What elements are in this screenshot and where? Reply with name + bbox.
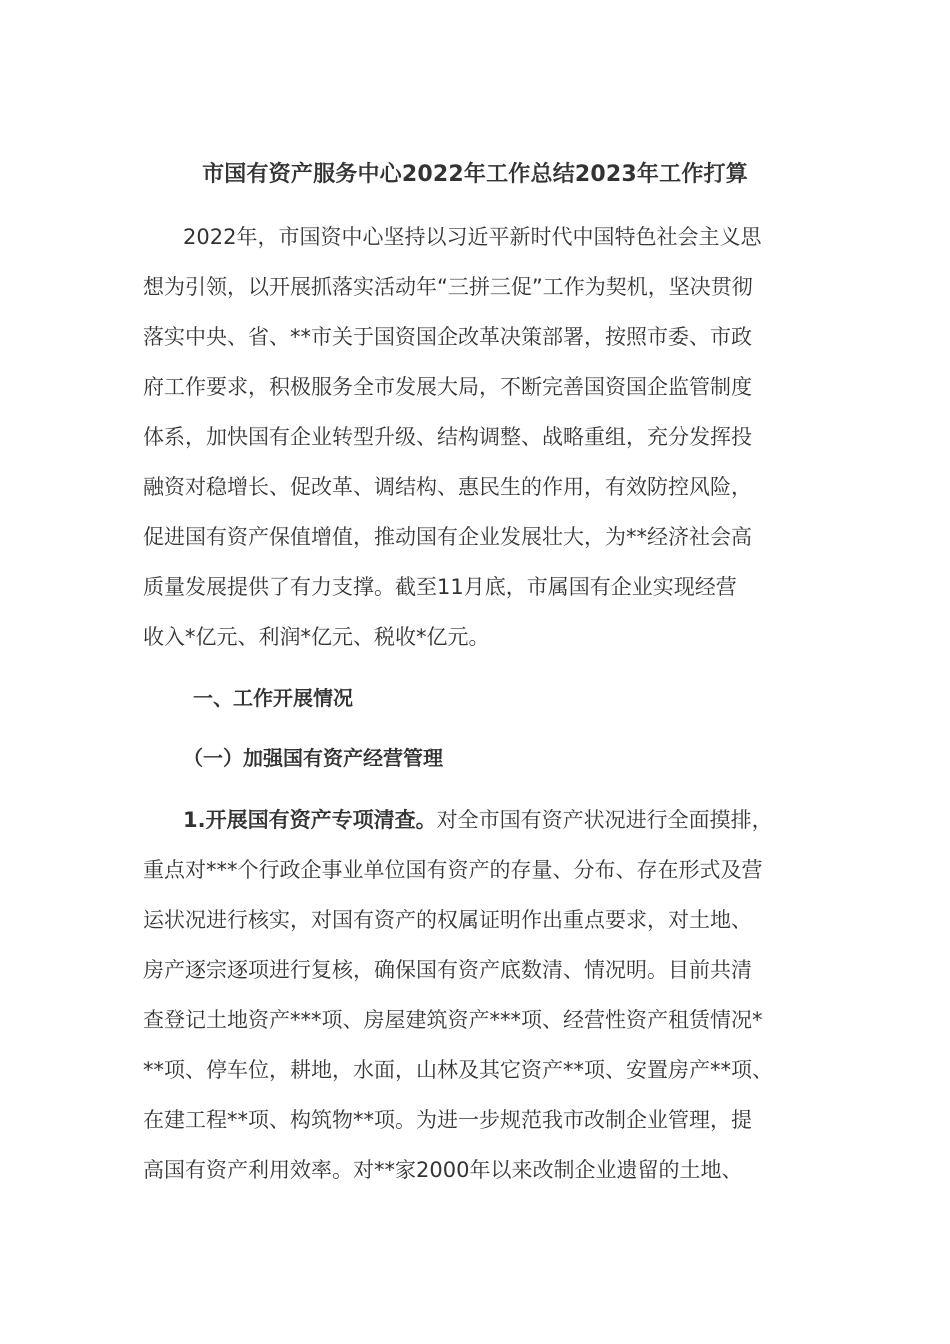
document-title: 市国有资产服务中心2022年工作总结2023年工作打算 <box>202 162 748 187</box>
paragraph-line: 促进国有资产保值增值，推动国有企业发展壮大，为**经济社会高 <box>143 525 752 549</box>
section-heading: 一、工作开展情况 <box>193 686 353 710</box>
item-lead-rest: 对全市国有资产状况进行全面摸排， <box>436 808 773 832</box>
paragraph-line: 府工作要求，积极服务全市发展大局，不断完善国资国企监管制度 <box>143 375 752 399</box>
item-lead: 1.开展国有资产专项清查。 <box>183 808 437 832</box>
paragraph-line: 房产逐宗逐项进行复核，确保国有资产底数清、情况明。目前共清 <box>143 958 752 982</box>
paragraph-line: **项、停车位，耕地，水面，山林及其它资产**项、安置房产**项、 <box>143 1058 773 1082</box>
paragraph-line: 体系，加快国有企业转型升级、结构调整、战略重组，充分发挥投 <box>143 425 752 449</box>
intro-paragraph <box>143 212 823 662</box>
section-paragraph <box>143 795 823 1195</box>
subsection-heading: （一）加强国有资产经营管理 <box>183 746 443 770</box>
paragraph-line: 运状况进行核实，对国有资产的权属证明作出重点要求，对土地、 <box>143 908 752 932</box>
paragraph-line: 查登记土地资产***项、房屋建筑资产***项、经营性资产租赁情况* <box>143 1008 763 1032</box>
paragraph-line: 重点对***个行政企事业单位国有资产的存量、分布、存在形式及营 <box>143 858 763 882</box>
paragraph-line: 在建工程**项、构筑物**项。为进一步规范我市改制企业管理，提 <box>143 1108 752 1132</box>
paragraph-line: 落实中央、省、**市关于国资国企改革决策部署，按照市委、市政 <box>143 325 752 349</box>
paragraph-line: 收入*亿元、利润*亿元、税收*亿元。 <box>143 625 490 649</box>
paragraph-line: 想为引领，以开展抓落实活动年“三拼三促”工作为契机，坚决贯彻 <box>143 275 753 299</box>
paragraph-line: 融资对稳增长、促改革、调结构、惠民生的作用，有效防控风险， <box>143 475 752 499</box>
paragraph-line: 质量发展提供了有力支撑。截至11月底，市属国有企业实现经营 <box>143 575 737 599</box>
paragraph-line: 2022年，市国资中心坚持以习近平新时代中国特色社会主义思 <box>183 225 762 249</box>
paragraph-line: 高国有资产利用效率。对**家2000年以来改制企业遗留的土地、 <box>143 1158 743 1182</box>
paragraph-line <box>143 795 823 845</box>
